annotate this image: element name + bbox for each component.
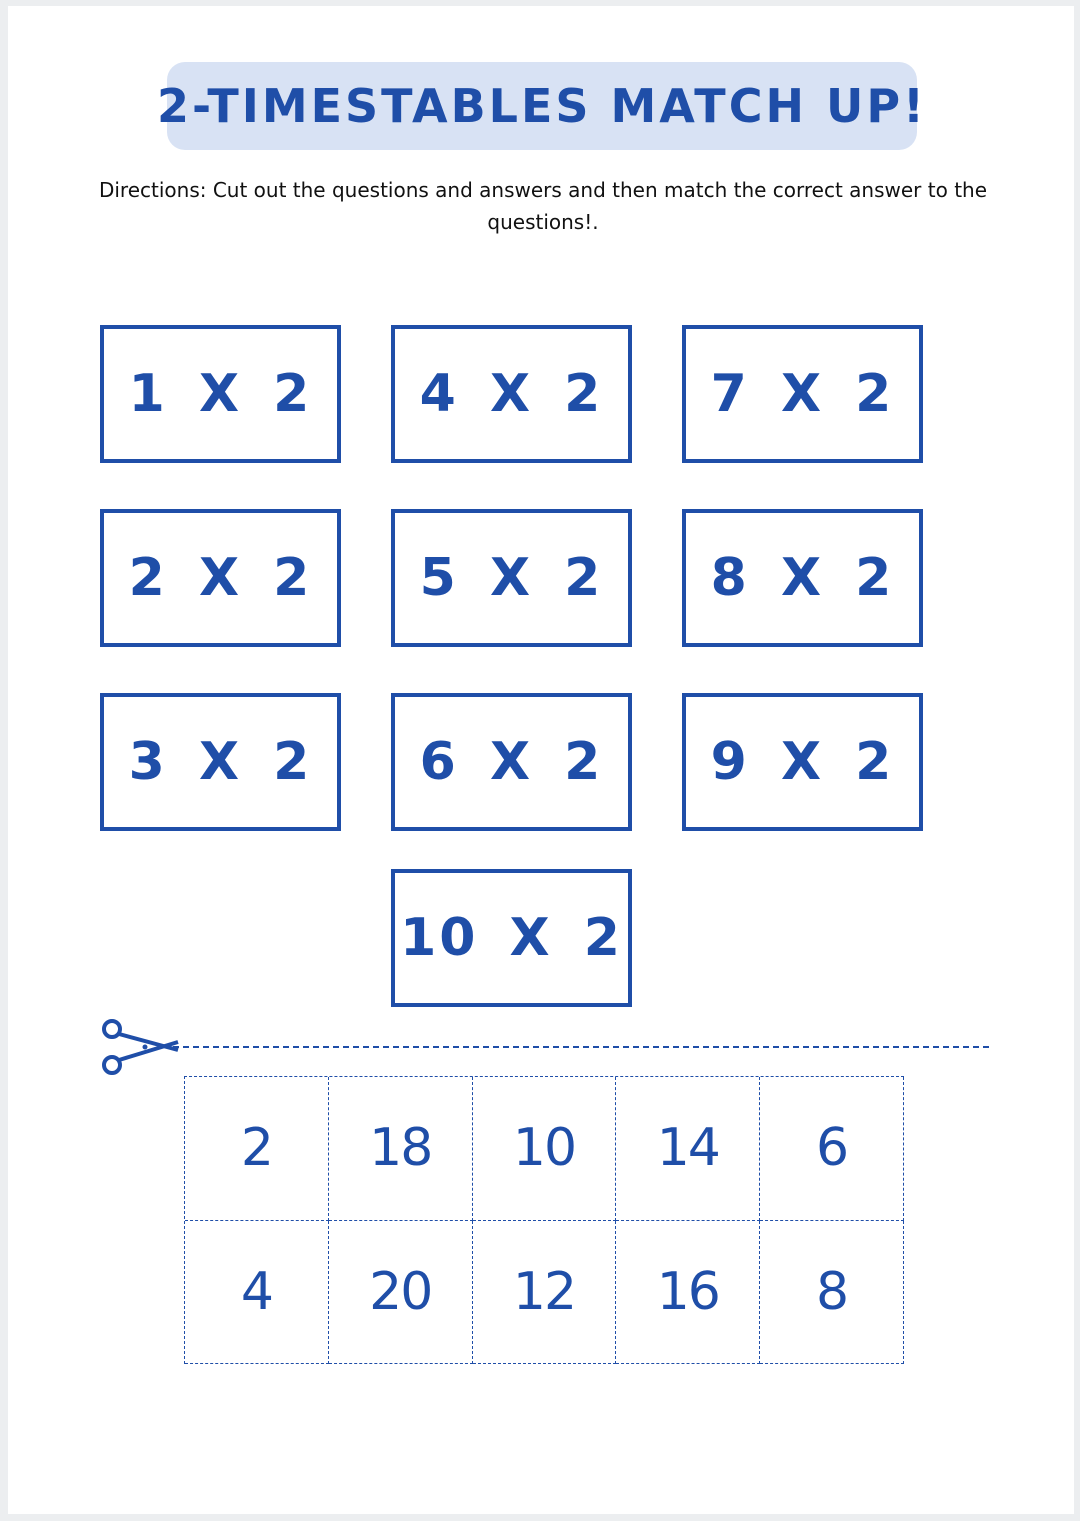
answer-cell: 6 [760, 1077, 904, 1221]
question-text: 8 X 2 [710, 548, 895, 608]
answer-cell: 20 [329, 1221, 473, 1365]
question-card [100, 693, 341, 831]
question-text: 10 X 2 [400, 908, 623, 968]
question-text: 6 X 2 [419, 732, 604, 792]
answer-cell: 18 [329, 1077, 473, 1221]
question-card [100, 509, 341, 647]
question-text: 7 X 2 [710, 364, 895, 424]
answer-cell: 14 [616, 1077, 760, 1221]
question-text: 4 X 2 [419, 364, 604, 424]
question-card [682, 325, 923, 463]
scissors-icon [98, 1016, 180, 1078]
question-text: 3 X 2 [128, 732, 313, 792]
answer-cell: 4 [185, 1221, 329, 1365]
question-card [682, 509, 923, 647]
question-text: 5 X 2 [419, 548, 604, 608]
question-text: 2 X 2 [128, 548, 313, 608]
directions-text: Directions: Cut out the questions and answers and then match the correct answer to the questions!. [98, 178, 988, 234]
title-banner [157, 62, 928, 150]
question-text: 1 X 2 [128, 364, 313, 424]
question-card [391, 869, 632, 1007]
worksheet-page [8, 6, 1074, 1514]
question-text: 9 X 2 [710, 732, 895, 792]
answer-cell: 2 [185, 1077, 329, 1221]
answer-cell: 16 [616, 1221, 760, 1365]
page-title: 2-TIMESTABLES MATCH UP! [157, 79, 928, 133]
answer-grid [184, 1076, 904, 1364]
question-card [100, 325, 341, 463]
cut-line [173, 1046, 989, 1048]
question-card [391, 509, 632, 647]
answer-cell: 10 [473, 1077, 617, 1221]
answer-cell: 12 [473, 1221, 617, 1365]
question-card [682, 693, 923, 831]
answer-cell: 8 [760, 1221, 904, 1365]
question-card [391, 693, 632, 831]
question-card [391, 325, 632, 463]
